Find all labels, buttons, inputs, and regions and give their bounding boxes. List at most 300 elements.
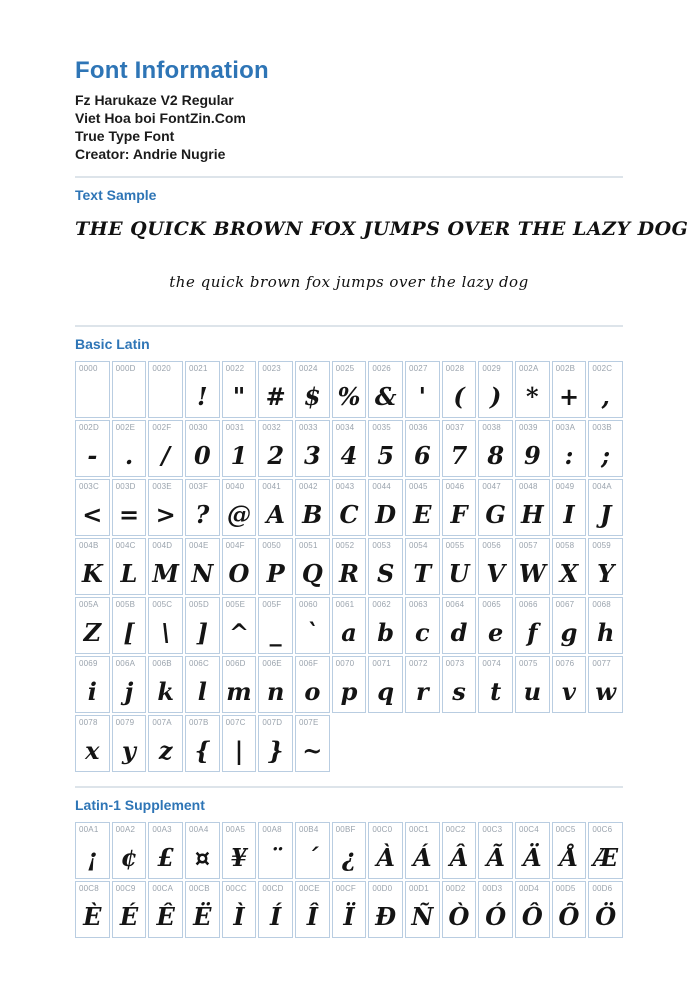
codepoint-label: 0073 (445, 659, 465, 668)
glyph-preview: - (87, 441, 98, 470)
glyph-preview: [ (123, 618, 135, 647)
codepoint-label: 0032 (262, 423, 281, 432)
codepoint-label: 00CD (262, 884, 284, 893)
glyph-preview: Í (270, 902, 282, 931)
glyph-cell (222, 656, 257, 713)
codepoint-label: 0025 (335, 364, 355, 373)
codepoint-label: 005B (115, 600, 136, 609)
codepoint-label: 00BF (335, 825, 356, 834)
glyph-preview: I (563, 500, 575, 529)
glyph-cell (185, 822, 220, 879)
glyph-cell (295, 479, 330, 536)
glyph-preview: ` (306, 618, 319, 647)
glyph-preview: 0 (193, 441, 211, 470)
codepoint-label: 00A1 (79, 825, 99, 834)
codepoint-label: 006A (115, 659, 136, 668)
codepoint-label: 0039 (519, 423, 538, 432)
glyph-preview: e (488, 618, 504, 647)
glyph-preview: W (518, 559, 546, 588)
glyph-cell (588, 420, 623, 477)
glyph-preview: y (122, 736, 136, 765)
codepoint-label: 0042 (299, 482, 318, 491)
glyph-preview: q (377, 677, 395, 706)
glyph-preview: ¥ (230, 843, 248, 872)
glyph-cell (112, 715, 147, 772)
glyph-preview: U (448, 559, 470, 588)
glyph-cell (442, 479, 477, 536)
codepoint-label: 00C6 (592, 825, 613, 834)
glyph-cell (515, 420, 550, 477)
glyph-cell (295, 361, 330, 418)
glyph-cell (148, 361, 183, 418)
glyph-preview: _ (269, 618, 282, 647)
glyph-preview: z (158, 736, 173, 765)
codepoint-label: 00C1 (409, 825, 429, 834)
glyph-cell (295, 881, 330, 938)
codepoint-label: 005C (152, 600, 173, 609)
glyph-cell (185, 538, 220, 595)
codepoint-label: 0037 (445, 423, 465, 432)
font-type: True Type Font (75, 128, 175, 144)
glyph-preview: D (375, 500, 397, 529)
codepoint-label: 0022 (225, 364, 245, 373)
glyph-cell (368, 822, 403, 879)
glyph-cell (478, 881, 513, 938)
glyph-cell (185, 656, 220, 713)
codepoint-label: 006C (189, 659, 209, 668)
glyph-preview: X (559, 559, 579, 588)
glyph-cell (405, 597, 440, 654)
glyph-cell (112, 538, 147, 595)
codepoint-label: 0054 (409, 541, 428, 550)
glyph-cell (148, 479, 183, 536)
glyph-preview: n (266, 677, 285, 706)
glyph-cell (405, 881, 440, 938)
glyph-cell (258, 881, 293, 938)
glyph-preview: + (558, 382, 580, 411)
glyph-preview: d (450, 618, 468, 647)
glyph-cell (588, 881, 623, 938)
glyph-cell (75, 479, 110, 536)
glyph-preview: P (266, 559, 285, 588)
codepoint-label: 0020 (152, 364, 171, 373)
glyph-cell (258, 361, 293, 418)
glyph-cell (148, 597, 183, 654)
glyph-preview: T (413, 559, 432, 588)
glyph-preview: H (520, 500, 544, 529)
codepoint-label: 0047 (482, 482, 501, 491)
codepoint-label: 002C (592, 364, 613, 373)
section-divider (75, 786, 623, 788)
codepoint-label: 0040 (225, 482, 245, 491)
glyph-cell (442, 656, 477, 713)
glyph-cell (148, 420, 183, 477)
codepoint-label: 0057 (519, 541, 538, 550)
codepoint-label: 007A (152, 718, 172, 727)
codepoint-label: 005E (225, 600, 246, 609)
glyph-cell (368, 656, 403, 713)
codepoint-label: 00A3 (152, 825, 172, 834)
codepoint-label: 0065 (482, 600, 501, 609)
glyph-cell (185, 420, 220, 477)
codepoint-label: 0028 (445, 364, 465, 373)
glyph-cell (588, 538, 623, 595)
glyph-cell (75, 420, 110, 477)
glyph-cell (295, 822, 330, 879)
glyph-cell (148, 538, 183, 595)
glyph-cell (148, 656, 183, 713)
glyph-preview: ) (489, 382, 502, 411)
glyph-preview: Õ (558, 902, 580, 931)
glyph-cell (332, 881, 367, 938)
codepoint-label: 0060 (299, 600, 318, 609)
glyph-cell (588, 822, 623, 879)
glyph-cell (478, 479, 513, 536)
glyph-preview: Ô (521, 902, 543, 931)
codepoint-label: 0075 (519, 659, 538, 668)
glyph-cell (405, 420, 440, 477)
glyph-cell (552, 822, 587, 879)
glyph-preview: É (119, 902, 139, 931)
glyph-preview: È (83, 902, 102, 931)
codepoint-label: 0033 (299, 423, 318, 432)
codepoint-label: 0058 (555, 541, 575, 550)
codepoint-label: 0050 (262, 541, 281, 550)
glyph-preview: $ (303, 382, 321, 411)
font-info-block (75, 91, 623, 163)
glyph-cell (552, 881, 587, 938)
glyph-cell (478, 420, 513, 477)
basic-latin-grid (75, 361, 623, 772)
glyph-preview: \ (161, 618, 171, 647)
glyph-cell (222, 715, 257, 772)
glyph-cell (185, 597, 220, 654)
codepoint-label: 00D5 (555, 884, 576, 893)
glyph-preview: 7 (450, 441, 468, 470)
glyph-cell (332, 597, 367, 654)
glyph-cell (295, 538, 330, 595)
section-divider (75, 176, 623, 178)
glyph-cell (295, 656, 330, 713)
glyph-cell (552, 538, 587, 595)
codepoint-label: 0068 (592, 600, 611, 609)
codepoint-label: 00C3 (482, 825, 503, 834)
glyph-cell (552, 656, 587, 713)
glyph-preview: g (560, 618, 578, 647)
glyph-cell (552, 361, 587, 418)
glyph-preview: | (234, 736, 244, 765)
codepoint-label: 0043 (335, 482, 355, 491)
glyph-cell (148, 822, 183, 879)
codepoint-label: 004D (152, 541, 173, 550)
codepoint-label: 00C0 (372, 825, 393, 834)
glyph-cell (332, 538, 367, 595)
glyph-preview: ' (418, 382, 426, 411)
glyph-cell (478, 597, 513, 654)
glyph-cell (258, 420, 293, 477)
codepoint-label: 002E (115, 423, 136, 432)
codepoint-label: 0059 (592, 541, 611, 550)
glyph-preview: < (82, 500, 103, 529)
page-title: Font Information (75, 57, 269, 84)
codepoint-label: 0026 (372, 364, 391, 373)
glyph-cell (75, 822, 110, 879)
codepoint-label: 0027 (409, 364, 428, 373)
glyph-preview: w (595, 677, 616, 706)
glyph-preview: i (87, 677, 97, 706)
glyph-cell (258, 538, 293, 595)
codepoint-label: 00D2 (445, 884, 466, 893)
glyph-preview: Ë (193, 902, 212, 931)
glyph-cell (258, 479, 293, 536)
glyph-cell (442, 538, 477, 595)
glyph-cell (332, 420, 367, 477)
codepoint-label: 00C2 (445, 825, 466, 834)
glyph-cell (515, 597, 550, 654)
glyph-cell (368, 361, 403, 418)
glyph-preview: s (452, 677, 466, 706)
glyph-cell (75, 715, 110, 772)
glyph-preview: Ñ (411, 902, 434, 931)
glyph-cell (552, 479, 587, 536)
glyph-preview: F (450, 500, 468, 529)
glyph-cell (515, 656, 550, 713)
codepoint-label: 0034 (335, 423, 355, 432)
codepoint-label: 0071 (372, 659, 391, 668)
codepoint-label: 00D0 (372, 884, 393, 893)
codepoint-label: 0035 (372, 423, 391, 432)
glyph-preview: p (340, 677, 358, 706)
glyph-cell (112, 420, 147, 477)
glyph-cell (148, 881, 183, 938)
glyph-preview: ´ (306, 843, 319, 872)
glyph-preview: Æ (593, 843, 619, 872)
glyph-preview: Ã (486, 843, 505, 872)
glyph-cell (112, 361, 147, 418)
codepoint-label: 00CC (225, 884, 247, 893)
codepoint-label: 0024 (299, 364, 318, 373)
codepoint-label: 000D (115, 364, 136, 373)
glyph-preview: Y (597, 559, 615, 588)
codepoint-label: 005F (262, 600, 282, 609)
glyph-cell (295, 715, 330, 772)
glyph-preview: ( (453, 382, 465, 411)
font-credit: Viet Hoa boi FontZin.Com (75, 110, 246, 126)
glyph-preview: " (232, 382, 246, 411)
codepoint-label: 005A (79, 600, 99, 609)
glyph-preview: * (526, 382, 539, 411)
glyph-cell (442, 822, 477, 879)
glyph-cell (112, 881, 147, 938)
glyph-preview: Á (413, 843, 432, 872)
codepoint-label: 0048 (519, 482, 538, 491)
codepoint-label: 0061 (335, 600, 355, 609)
glyph-preview: 3 (303, 441, 321, 470)
codepoint-label: 0076 (555, 659, 575, 668)
glyph-cell (332, 822, 367, 879)
glyph-preview: Ì (233, 902, 245, 931)
codepoint-label: 0067 (555, 600, 575, 609)
codepoint-label: 00C9 (115, 884, 136, 893)
glyph-cell (332, 656, 367, 713)
glyph-cell (588, 597, 623, 654)
glyph-cell (148, 715, 183, 772)
codepoint-label: 00CB (189, 884, 210, 893)
codepoint-label: 002D (79, 423, 99, 432)
glyph-cell (588, 361, 623, 418)
codepoint-label: 003D (115, 482, 136, 491)
glyph-preview: Q (301, 559, 323, 588)
glyph-preview: À (376, 843, 395, 872)
glyph-preview: G (485, 500, 506, 529)
glyph-preview: N (191, 559, 214, 588)
codepoint-label: 005D (189, 600, 209, 609)
glyph-cell (405, 822, 440, 879)
glyph-preview: h (596, 618, 615, 647)
glyph-preview: 2 (267, 441, 285, 470)
codepoint-label: 00C5 (555, 825, 576, 834)
codepoint-label: 0045 (409, 482, 428, 491)
glyph-preview: ¡ (87, 843, 98, 872)
glyph-cell (552, 420, 587, 477)
glyph-cell (185, 715, 220, 772)
codepoint-label: 0064 (445, 600, 465, 609)
codepoint-label: 0029 (482, 364, 501, 373)
codepoint-label: 002F (152, 423, 172, 432)
glyph-cell (442, 420, 477, 477)
glyph-preview: R (339, 559, 359, 588)
glyph-preview: S (376, 559, 395, 588)
codepoint-label: 004C (115, 541, 136, 550)
glyph-cell (442, 597, 477, 654)
font-name: Fz Harukaze V2 Regular (75, 92, 234, 108)
glyph-preview: t (490, 677, 502, 706)
codepoint-label: 00C8 (79, 884, 99, 893)
glyph-cell (368, 881, 403, 938)
codepoint-label: 00D6 (592, 884, 613, 893)
codepoint-label: 0079 (115, 718, 135, 727)
glyph-preview: x (85, 736, 100, 765)
glyph-preview: b (377, 618, 395, 647)
codepoint-label: 003E (152, 482, 172, 491)
glyph-preview: r (416, 677, 429, 706)
glyph-cell (368, 420, 403, 477)
glyph-cell (185, 361, 220, 418)
codepoint-label: 00A8 (262, 825, 282, 834)
codepoint-label: 0056 (482, 541, 501, 550)
codepoint-label: 0053 (372, 541, 391, 550)
sample-text-uppercase: THE QUICK BROWN FOX JUMPS OVER THE LAZY DOG (75, 218, 689, 240)
codepoint-label: 004E (189, 541, 209, 550)
glyph-preview: # (265, 382, 286, 411)
glyph-preview: M (152, 559, 179, 588)
glyph-cell (295, 420, 330, 477)
codepoint-label: 004B (79, 541, 99, 550)
glyph-cell (258, 715, 293, 772)
codepoint-label: 0070 (335, 659, 355, 668)
glyph-cell (515, 361, 550, 418)
glyph-cell (112, 822, 147, 879)
glyph-cell (112, 479, 147, 536)
codepoint-label: 00A2 (115, 825, 136, 834)
basic-latin-heading: Basic Latin (75, 336, 150, 352)
glyph-preview: f (527, 618, 538, 647)
codepoint-label: 0038 (482, 423, 501, 432)
glyph-preview: : (564, 441, 574, 470)
codepoint-label: 002B (555, 364, 576, 373)
glyph-cell (75, 597, 110, 654)
glyph-cell (515, 881, 550, 938)
glyph-preview: ~ (302, 736, 323, 765)
glyph-preview: A (266, 500, 285, 529)
glyph-preview: % (337, 382, 361, 411)
codepoint-label: 007B (189, 718, 209, 727)
latin1-supplement-grid (75, 822, 623, 938)
text-sample-heading: Text Sample (75, 187, 157, 203)
glyph-preview: L (120, 559, 138, 588)
codepoint-label: 00C4 (519, 825, 539, 834)
glyph-preview: ¤ (194, 843, 210, 872)
codepoint-label: 00D4 (519, 884, 539, 893)
codepoint-label: 00CE (299, 884, 320, 893)
codepoint-label: 0000 (79, 364, 98, 373)
codepoint-label: 0031 (225, 423, 245, 432)
glyph-preview: Ï (343, 902, 355, 931)
glyph-cell (222, 479, 257, 536)
codepoint-label: 006E (262, 659, 282, 668)
codepoint-label: 003F (189, 482, 209, 491)
codepoint-label: 003C (79, 482, 99, 491)
glyph-preview: V (486, 559, 505, 588)
sample-text-lowercase: the quick brown fox jumps over the lazy dog (169, 273, 529, 291)
codepoint-label: 0041 (262, 482, 281, 491)
glyph-preview: Ò (448, 902, 470, 931)
glyph-cell (368, 597, 403, 654)
glyph-cell (588, 479, 623, 536)
glyph-preview: } (267, 736, 284, 765)
glyph-preview: c (415, 618, 430, 647)
glyph-preview: Ð (375, 902, 397, 931)
codepoint-label: 00D3 (482, 884, 503, 893)
glyph-preview: ^ (228, 618, 250, 647)
glyph-cell (75, 656, 110, 713)
glyph-preview: { (194, 736, 211, 765)
codepoint-label: 006D (225, 659, 246, 668)
glyph-preview: Î (306, 902, 318, 931)
glyph-preview: Ä (523, 843, 542, 872)
codepoint-label: 007D (262, 718, 283, 727)
glyph-preview: O (228, 559, 250, 588)
glyph-cell (258, 656, 293, 713)
glyph-cell (478, 538, 513, 595)
glyph-cell (222, 597, 257, 654)
latin1-supplement-heading: Latin-1 Supplement (75, 797, 205, 813)
codepoint-label: 0049 (555, 482, 575, 491)
codepoint-label: 0052 (335, 541, 355, 550)
glyph-preview: @ (226, 500, 251, 529)
glyph-cell (368, 538, 403, 595)
glyph-cell (75, 881, 110, 938)
glyph-cell (222, 538, 257, 595)
codepoint-label: 0077 (592, 659, 611, 668)
glyph-preview: Ê (156, 902, 175, 931)
glyph-preview: , (601, 382, 610, 411)
glyph-preview: Ö (595, 902, 617, 931)
font-creator: Creator: Andrie Nugrie (75, 146, 226, 162)
glyph-preview: E (413, 500, 432, 529)
codepoint-label: 0074 (482, 659, 501, 668)
glyph-preview: v (562, 677, 576, 706)
